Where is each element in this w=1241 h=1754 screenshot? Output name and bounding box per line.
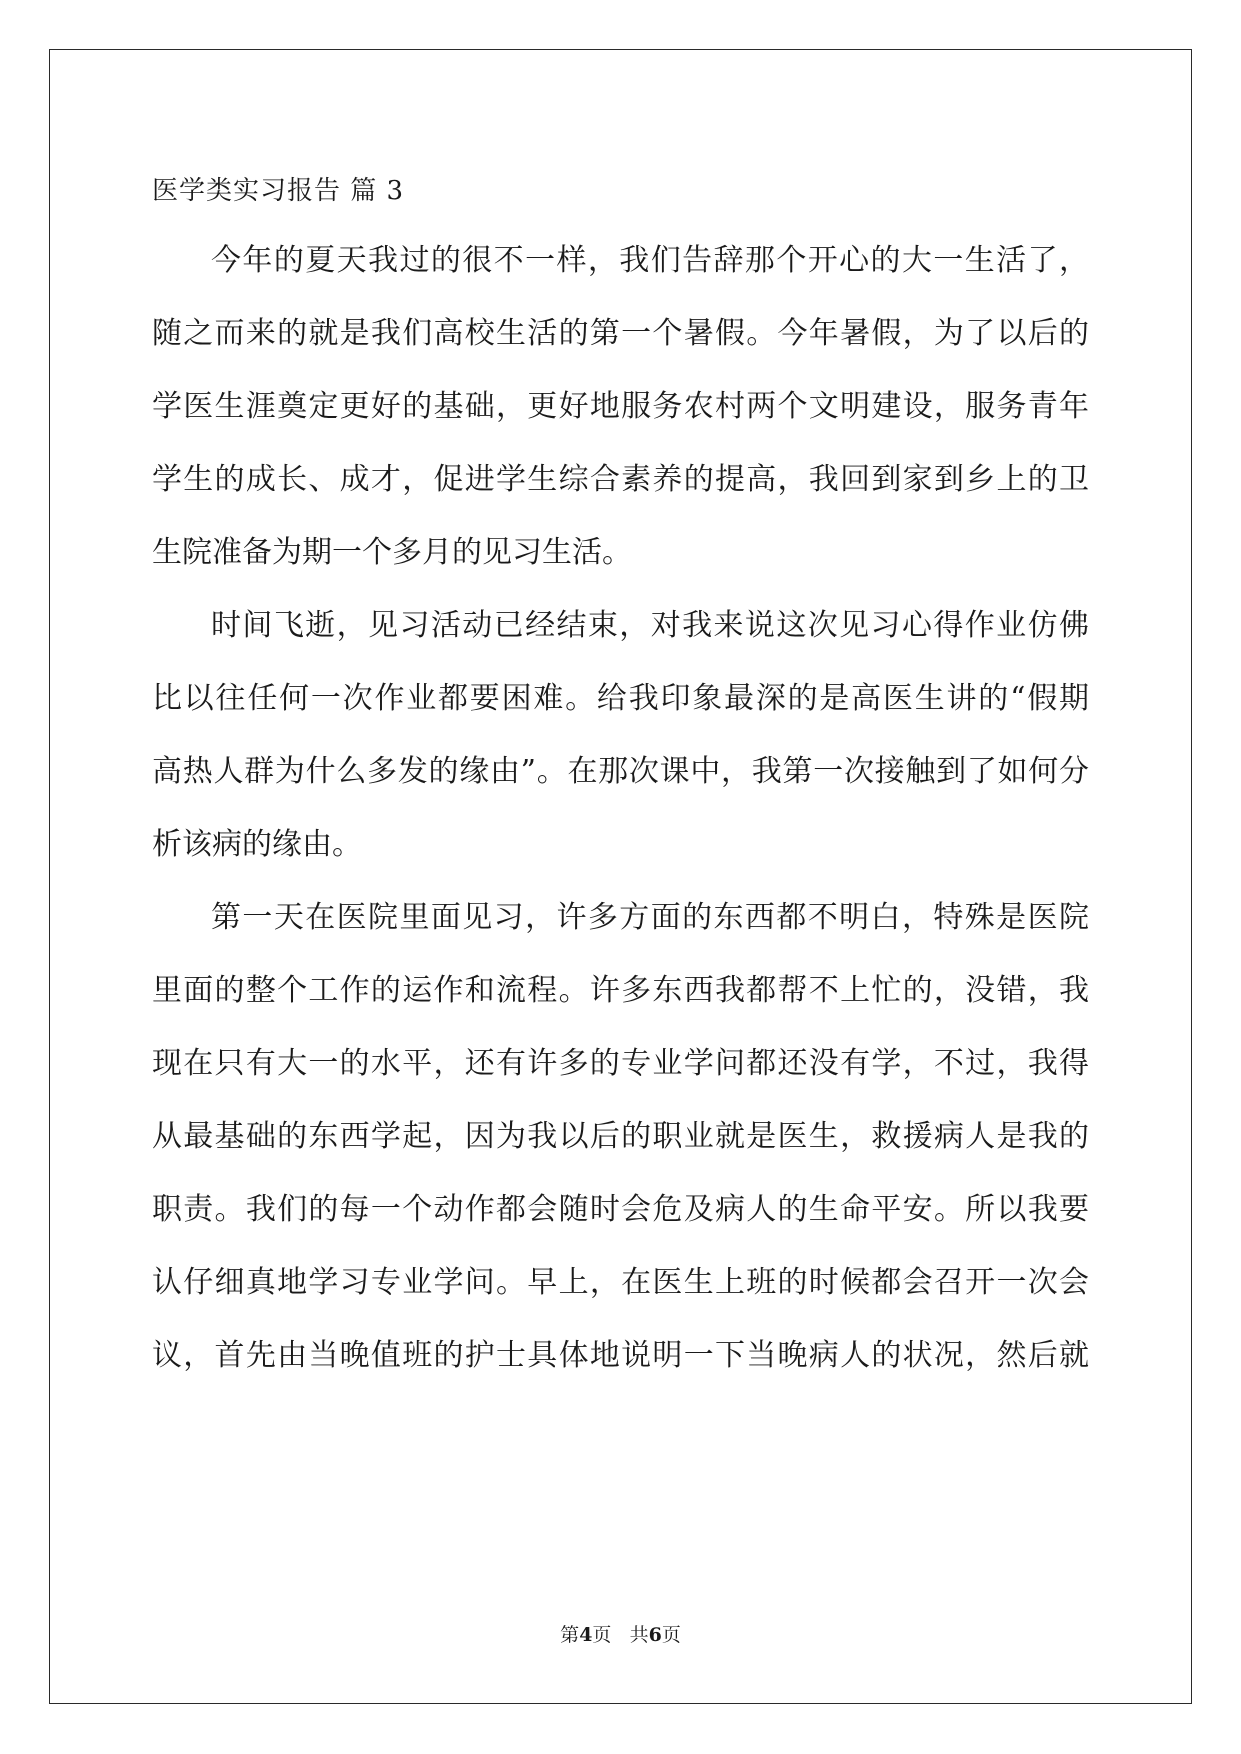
paragraph-3-line-1: 第一天在医院里面见习，许多方面的东西都不明白，特殊是医院 <box>211 900 1089 935</box>
paragraph-1-line-5: 生院准备为期一个多月的见习生活。 <box>152 535 632 570</box>
paragraph-3-line-5: 职责。我们的每一个动作都会随时会危及病人的生命平安。所以我要 <box>152 1192 1089 1227</box>
page-footer <box>0 1622 1241 1648</box>
footer-page-prefix: 第 <box>560 1624 580 1646</box>
footer-total-suffix: 页 <box>661 1624 681 1646</box>
paragraph-3-line-3: 现在只有大一的水平，还有许多的专业学问都还没有学，不过，我得 <box>152 1046 1089 1081</box>
paragraph-2-line-1: 时间飞逝，见习活动已经结束，对我来说这次见习心得作业仿佛 <box>211 608 1089 643</box>
paragraph-1-line-1: 今年的夏天我过的很不一样，我们告辞那个开心的大一生活了， <box>211 243 1089 278</box>
paragraph-3-line-7: 议，首先由当晚值班的护士具体地说明一下当晚病人的状况，然后就 <box>152 1338 1089 1373</box>
paragraph-1-line-2: 随之而来的就是我们高校生活的第一个暑假。今年暑假，为了以后的 <box>152 316 1089 351</box>
document-title: 医学类实习报告 篇 3 <box>152 176 405 206</box>
paragraph-2-line-2: 比以往任何一次作业都要困难。给我印象最深的是高医生讲的“假期 <box>152 681 1089 716</box>
paragraph-2-line-3: 高热人群为什么多发的缘由”。在那次课中，我第一次接触到了如何分 <box>152 754 1089 789</box>
paragraph-3-line-4: 从最基础的东西学起，因为我以后的职业就是医生，救援病人是我的 <box>152 1119 1089 1154</box>
footer-total-prefix: 共 <box>629 1624 649 1646</box>
footer-current-page: 4 <box>579 1624 593 1646</box>
paragraph-2-line-4: 析该病的缘由。 <box>152 827 362 862</box>
page-border <box>49 49 1192 1704</box>
paragraph-3-line-6: 认仔细真地学习专业学问。早上，在医生上班的时候都会召开一次会 <box>152 1265 1089 1300</box>
footer-total-pages: 6 <box>648 1624 662 1646</box>
footer-page-suffix: 页 <box>592 1624 612 1646</box>
paragraph-3-line-2: 里面的整个工作的运作和流程。许多东西我都帮不上忙的，没错，我 <box>152 973 1089 1008</box>
paragraph-1-line-4: 学生的成长、成才，促进学生综合素养的提高，我回到家到乡上的卫 <box>152 462 1089 497</box>
paragraph-1-line-3: 学医生涯奠定更好的基础，更好地服务农村两个文明建设，服务青年 <box>152 389 1089 424</box>
